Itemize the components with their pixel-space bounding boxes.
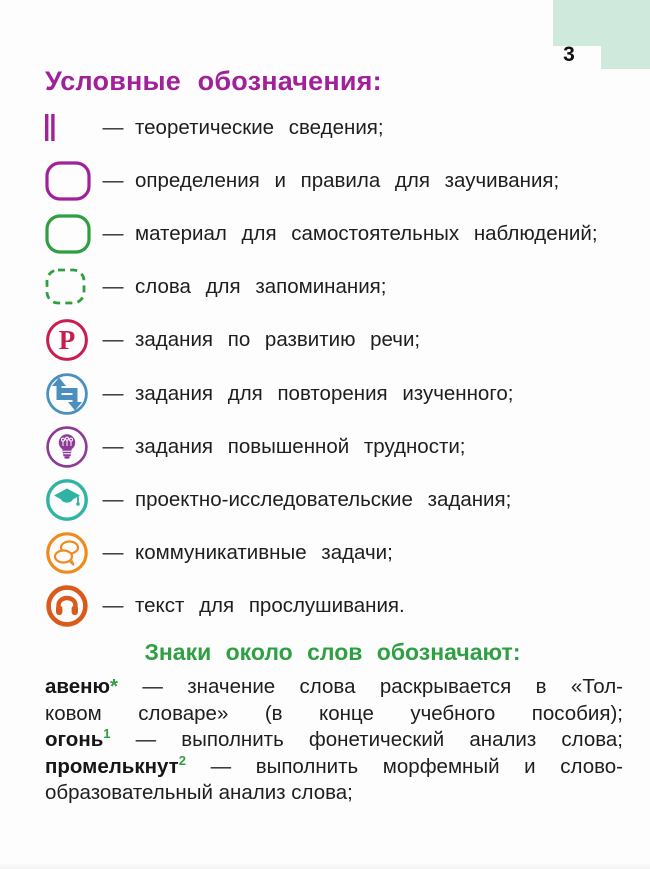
- sign-entry-text-continuation: [45, 701, 623, 728]
- legend-item: [0, 101, 650, 154]
- sign-entry-text: образовательный анализ слова;: [45, 781, 353, 804]
- item-dash: —: [102, 168, 124, 192]
- sign-entry-phonetic: [45, 727, 623, 754]
- item-text: теоретические сведения;: [135, 115, 384, 139]
- legend-item: [0, 527, 650, 580]
- item-text: коммуникативные задачи;: [135, 541, 393, 565]
- listening-headphones-icon: [45, 584, 91, 628]
- asterisk-mark: *: [110, 675, 119, 698]
- sign-entry-text-continuation: [45, 780, 623, 807]
- sign-entry-morphemic: [45, 754, 623, 781]
- item-text: проектно-исследовательские задания;: [135, 487, 512, 511]
- page-number: 3: [563, 43, 575, 66]
- superscript-mark: 2: [178, 752, 186, 768]
- corner-decoration-side: [601, 46, 650, 69]
- definitions-frame-icon: [45, 161, 91, 201]
- example-word: промелькнут: [45, 754, 179, 778]
- item-text: задания повышенной трудности;: [135, 434, 466, 458]
- legend-item: [0, 580, 650, 633]
- svg-text:Р: Р: [58, 325, 76, 356]
- speech-development-icon: [45, 318, 91, 362]
- item-dash: —: [102, 541, 124, 565]
- sign-entry-text: — выполнить фонетический анализ слова;: [135, 728, 623, 751]
- legend-item: [0, 314, 650, 367]
- legend-item: [0, 207, 650, 260]
- item-text: задания по развитию речи;: [135, 328, 421, 352]
- item-dash: —: [102, 434, 124, 458]
- signs-paragraph: [45, 674, 623, 807]
- item-dash: —: [102, 487, 124, 511]
- item-dash: —: [102, 221, 124, 245]
- superscript-mark: 1: [103, 726, 111, 742]
- repetition-arrows-icon: [45, 372, 91, 416]
- item-dash: —: [102, 115, 124, 139]
- item-text: текст для прослушивания.: [135, 594, 405, 618]
- legend-item: [0, 367, 650, 420]
- legend-item: [0, 261, 650, 314]
- item-text: определения и правила для заучивания;: [135, 168, 560, 192]
- sign-entry-dictionary: [45, 674, 623, 701]
- legend-item: [0, 473, 650, 526]
- sign-entry-text: ковом словаре» (в конце учебного пособия);: [45, 701, 623, 725]
- legend-item: [0, 420, 650, 473]
- signs-title: Знаки около слов обозначают:: [144, 639, 521, 665]
- project-research-cap-icon: [45, 478, 91, 522]
- page-bottom-edge: [0, 863, 650, 869]
- observation-frame-icon: [45, 214, 91, 254]
- theory-bars-icon: [45, 114, 91, 141]
- example-word: авеню: [45, 675, 111, 698]
- memorize-dashed-frame-icon: [45, 268, 91, 306]
- difficulty-bulb-icon: [45, 425, 91, 469]
- communication-bubbles-icon: [45, 531, 91, 575]
- legend-list: [0, 101, 650, 633]
- item-text: задания для повторения изученного;: [135, 381, 514, 405]
- item-dash: —: [102, 275, 124, 299]
- item-dash: —: [102, 381, 124, 405]
- item-text: материал для самостоятельных наблюдений;: [135, 221, 598, 245]
- item-dash: —: [102, 328, 124, 352]
- sign-entry-text: — значение слова раскрывается в «Тол-: [142, 675, 623, 698]
- legend-item: [0, 154, 650, 207]
- example-word: огонь: [45, 728, 104, 751]
- sign-entry-text: — выполнить морфемный и слово-: [210, 754, 623, 778]
- item-text: слова для запоминания;: [135, 275, 387, 299]
- item-dash: —: [102, 594, 124, 618]
- corner-decoration-top: [553, 0, 650, 46]
- legend-title: Условные обозначения:: [45, 66, 382, 96]
